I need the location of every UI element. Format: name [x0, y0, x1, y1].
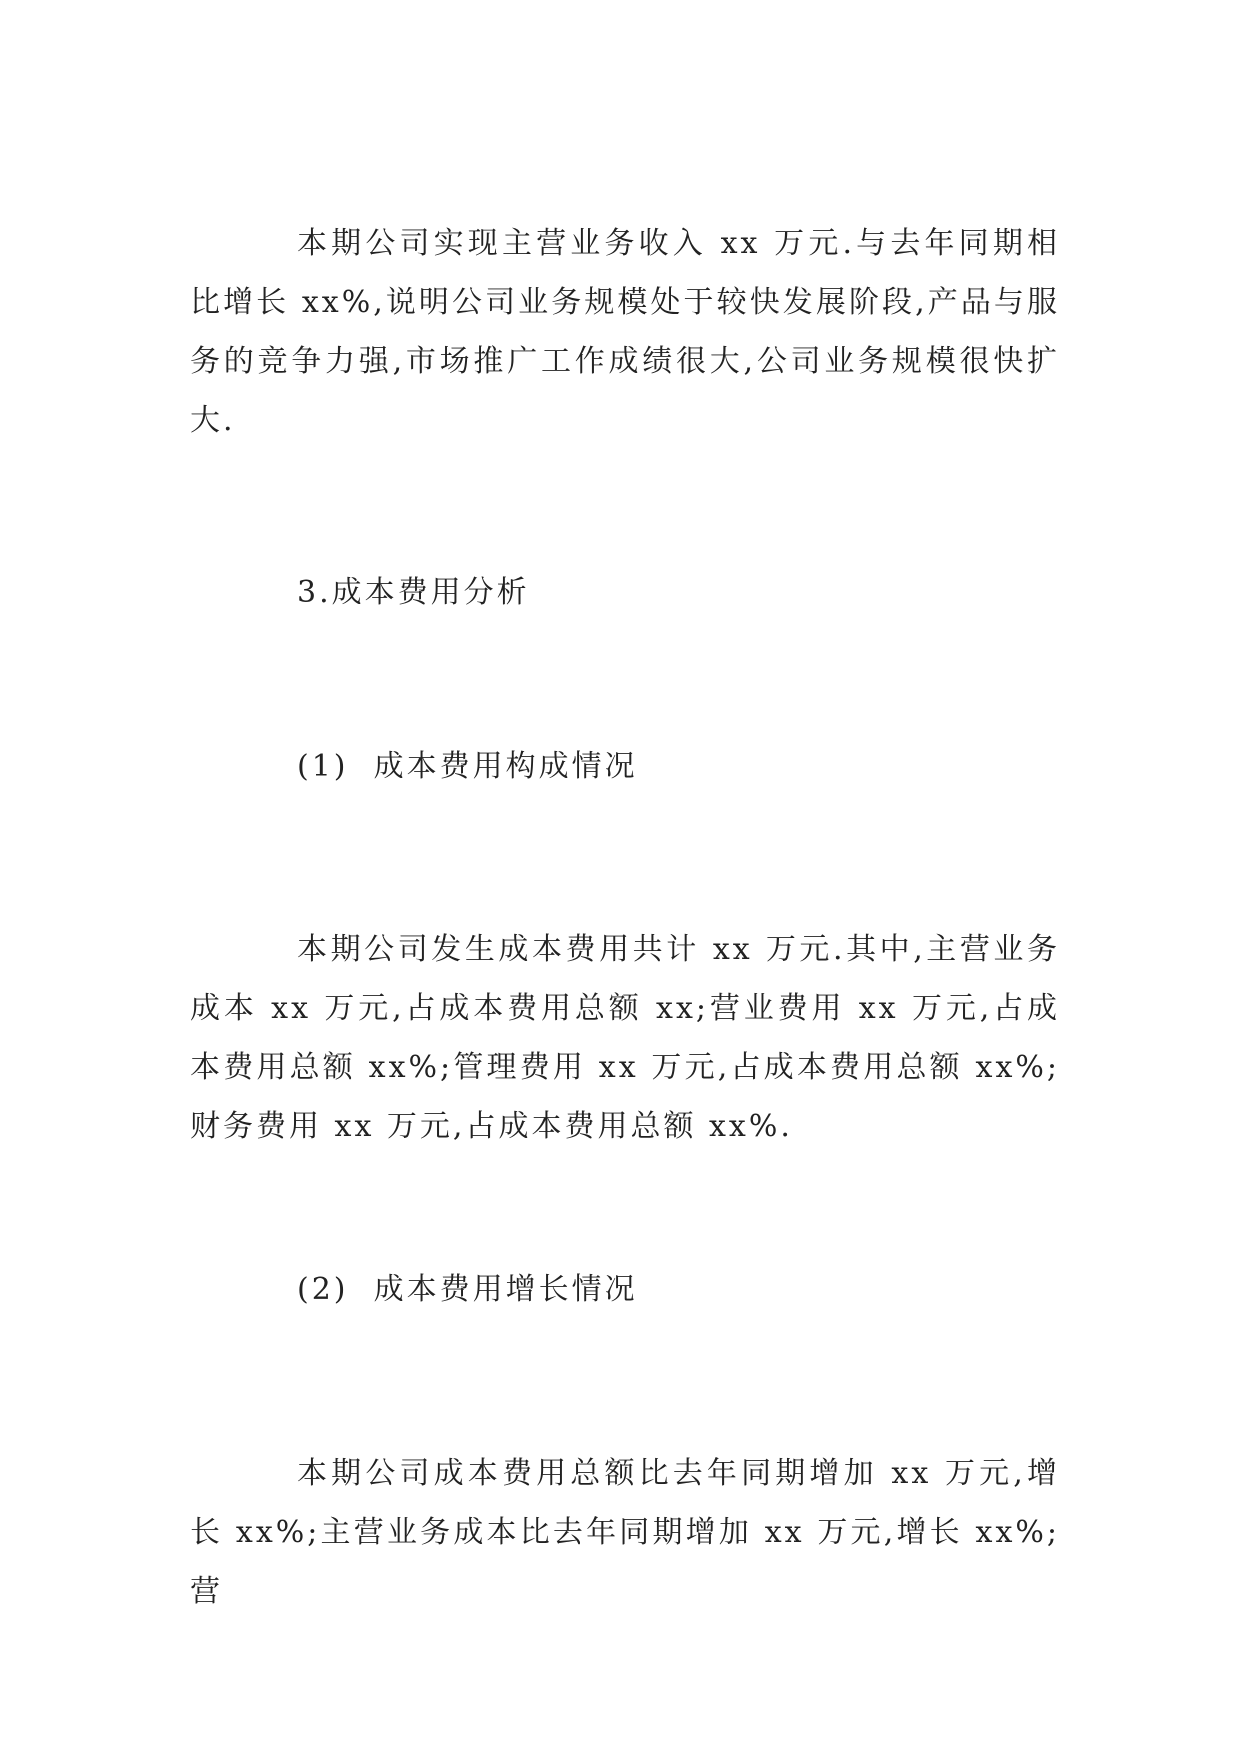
- paragraph-cost-growth: 本期公司成本费用总额比去年同期增加 xx 万元,增长 xx%;主营业务成本比去年同期增加 xx 万元,增长 xx%;营: [190, 1456, 1060, 1609]
- subsection-heading-cost-growth: (2) 成本费用增长情况: [297, 1272, 638, 1307]
- paragraph-cost-composition: 本期公司发生成本费用共计 xx 万元.其中,主营业务成本 xx 万元,占成本费用总额 xx;营业费用 xx 万元,占成本费用总额 xx%;管理费用 xx 万元,占成本费用总额 xx%;财务费用 xx 万元,占成本费用总额 xx%.: [190, 932, 1060, 1144]
- paragraph-revenue: 本期公司实现主营业务收入 xx 万元.与去年同期相比增长 xx%,说明公司业务规模处于较快发展阶段,产品与服务的竞争力强,市场推广工作成绩很大,公司业务规模很快扩大.: [190, 226, 1060, 438]
- section-heading-cost-analysis: 3.成本费用分析: [297, 575, 530, 610]
- subsection-heading-cost-composition: (1) 成本费用构成情况: [297, 749, 638, 784]
